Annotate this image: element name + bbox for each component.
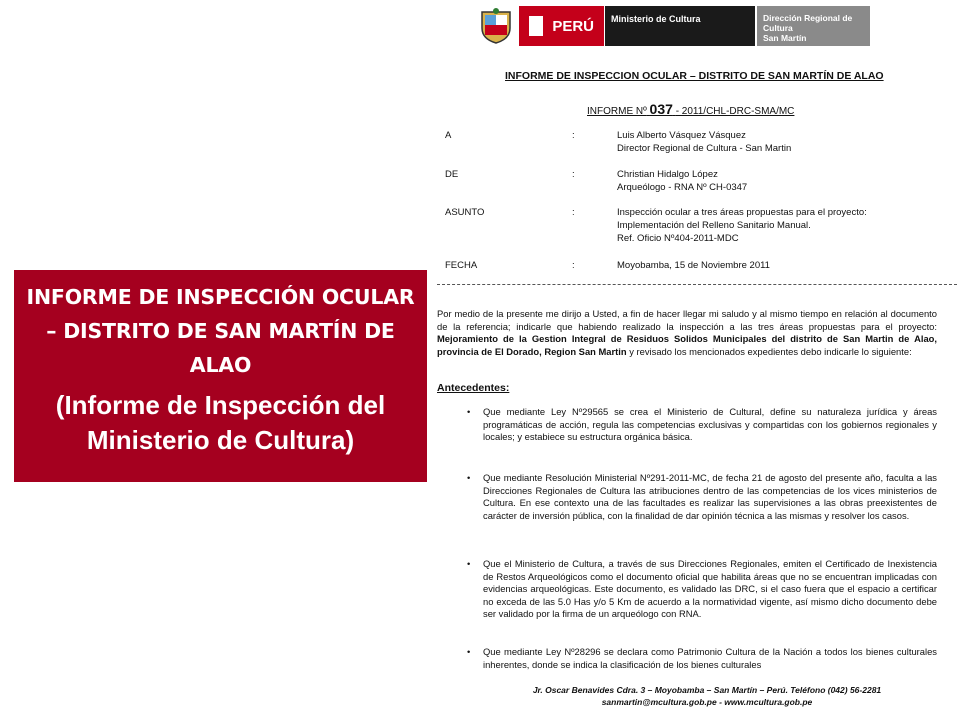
- footer-address: Jr. Oscar Benavides Cdra. 3 – Moyobamba – San Martín – Perú. Teléfono (042) 56-2281: [532, 685, 882, 695]
- scanned-document: [437, 0, 960, 720]
- meta-line: Arqueólogo - RNA Nº CH-0347: [617, 182, 748, 193]
- project-name: Mejoramiento de la Gestion Integral de Residuos Solidos Municipales del distrito de San Martin de Alao, provincia de El Dorado, Region San Martin: [437, 333, 937, 357]
- antecedentes-heading: Antecedentes:: [437, 382, 510, 394]
- list-item: [467, 558, 937, 621]
- meta-colon: :: [572, 207, 575, 218]
- intro-text-end: y revisado los mencionados expedientes debo indicarle lo siguiente:: [626, 345, 912, 357]
- bullet-icon: •: [467, 472, 471, 483]
- list-item-text: Que mediante Ley Nº29565 se crea el Ministerio de Cultural, define su naturaleza jurídica y áreas programáticas de acción, regula las competencias exclusivas y compartidas con los gobiernos regionales y locales; y estabiece su estructura orgánica básica.: [483, 406, 937, 443]
- peru-label: PERÚ: [552, 17, 594, 35]
- meta-key: A: [445, 130, 452, 141]
- meta-line: Implementación del Relleno Sanitario Manual.: [617, 220, 811, 231]
- meta-line: Christian Hidalgo López: [617, 169, 718, 180]
- meta-value: [617, 206, 867, 245]
- intro-text: Por medio de la presente me dirijo a Usted, a fin de hacer llegar mi saludo y al mismo tiempo en relación al documento de la referencia; indicarle que habiendo realizado la inspección a las tres áreas propuestas para el proyecto:: [437, 308, 937, 332]
- meta-line: Director Regional de Cultura - San Martin: [617, 143, 792, 154]
- meta-colon: :: [572, 260, 575, 271]
- bullet-icon: •: [467, 646, 471, 657]
- ministry-label: Ministerio de Cultura: [605, 6, 755, 46]
- caption-box: [14, 270, 427, 482]
- list-item: [467, 646, 937, 671]
- flag-stripe-icon: [529, 16, 543, 36]
- informe-prefix: INFORME Nº: [587, 106, 647, 117]
- direction-line-2: San Martín: [763, 33, 807, 43]
- meta-value: [617, 168, 747, 194]
- direction-line-1: Dirección Regional de Cultura: [763, 13, 853, 33]
- meta-colon: :: [572, 130, 575, 141]
- coat-of-arms-icon: [479, 8, 513, 44]
- meta-colon: :: [572, 169, 575, 180]
- meta-line: Inspección ocular a tres áreas propuestas para el proyecto:: [617, 207, 867, 218]
- meta-value: [617, 129, 791, 155]
- informe-suffix: - 2011/CHL-DRC-SMA/MC: [675, 106, 795, 117]
- list-item-text: Que mediante Ley Nº28296 se declara como Patrimonio Cultura de la Nación a todos los bienes culturales inherentes, donde se indica la clasificación de los bienes culturales: [483, 646, 937, 670]
- footer-contact: sanmartin@mcultura.gob.pe - www.mcultura.gob.pe: [601, 697, 813, 707]
- caption-title: INFORME DE INSPECCIÓN OCULAR – DISTRITO DE SAN MARTÍN DE ALAO: [26, 285, 415, 377]
- caption-subtitle: (Informe de Inspección del Ministerio de Cultura): [55, 390, 386, 455]
- informe-number-value: 037: [649, 101, 673, 117]
- bullet-icon: •: [467, 558, 471, 569]
- peru-logo: [519, 6, 604, 46]
- meta-line: Moyobamba, 15 de Noviembre 2011: [617, 260, 770, 271]
- document-footer: [497, 684, 917, 708]
- document-title: INFORME DE INSPECCION OCULAR – DISTRITO DE SAN MARTÍN DE ALAO: [505, 70, 884, 82]
- list-item: [467, 472, 937, 522]
- meta-key: FECHA: [445, 260, 478, 271]
- separator-rule: [437, 284, 957, 285]
- meta-key: DE: [445, 169, 459, 180]
- meta-line: Luis Alberto Vásquez Vásquez: [617, 130, 746, 141]
- meta-line: Ref. Oficio Nº404-2011-MDC: [617, 233, 739, 244]
- list-item-text: Que mediante Resolución Ministerial Nº291-2011-MC, de fecha 21 de agosto del presente año, faculta a las Direcciones Regionales de Cultura las atribuciones dentro de las competencias de los vices ministerios de Cultura. En ese contexto una de las facultades es realizar las supervisiones a las obras preexistentes de carácter de inversión pública, con la finalidad de dar opinión técnica a las mismas y resolver los casos.: [483, 472, 937, 521]
- bullet-icon: •: [467, 406, 471, 417]
- list-item: [467, 406, 937, 444]
- informe-number: [587, 101, 794, 117]
- list-item-text: Que el Ministerio de Cultura, a través de sus Direcciones Regionales, emiten el Certificado de Inexistencia de Restos Arqueológicos como el documento oficial que habilita áreas que no se encuentran implicadas con evidencias arqueológicas. Este documento, es validado las DRC, si el caso fuera que el espacio a certificar no exceda de las 5.0 Has y/o 5 Km de acuerdo a la normatividad vigente, así mismo dicho documento debe ser validado por la firma de un arqueólogo con RNA.: [483, 558, 937, 620]
- meta-key: ASUNTO: [445, 207, 485, 218]
- regional-direction-label: [757, 6, 870, 46]
- intro-paragraph: [437, 308, 937, 358]
- meta-value: [617, 259, 770, 272]
